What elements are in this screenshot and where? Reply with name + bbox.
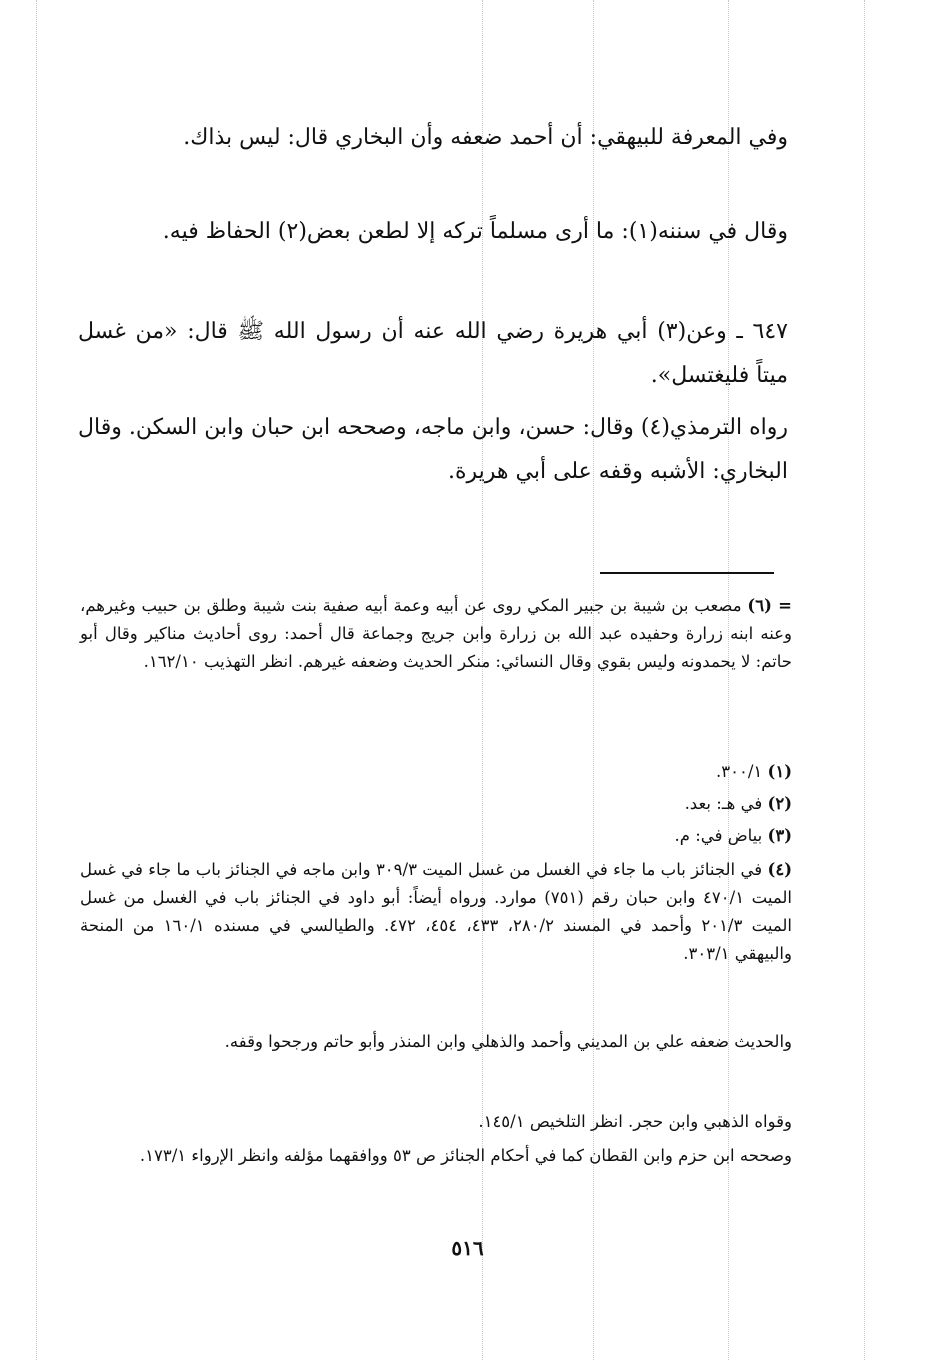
footnote-text: في الجنائز باب ما جاء في الغسل من غسل الميت ٣٠٩/٣ وابن ماجه في الجنائز باب ما جاء في غسل الميت ٤٧٠/١ وابن حبان رقم (٧٥١) موارد. ورواه أيضاً: أبو داود في الجنائز باب في الغسل من غسل الميت ٢٠١/٣ وأحمد في المسند ٢٨٠/٢، ٤٣٣، ٤٥٤، ٤٧٢. والطيالسي في مسنده ١٦٠/١ من المنحة والبيهقي ٣٠٣/١. bbox=[80, 860, 793, 963]
footnote-marker: = (٦) bbox=[747, 596, 792, 615]
footnote-marker: (٤) bbox=[767, 860, 792, 879]
footnote-2 bbox=[80, 790, 792, 818]
scan-artifact-line bbox=[864, 0, 865, 1360]
footnote-text: بياض في: م. bbox=[674, 826, 763, 845]
footnote-marker: (٢) bbox=[767, 794, 792, 813]
footnote-text: مصعب بن شيبة بن جبير المكي روى عن أبيه وعمة أبيه صفية بنت شيبة وطلق بن حبيب وغيرهم، وعنه ابنه زرارة وحفيده عبد الله بن زرارة وابن جريج وجماعة قال أحمد: روى أحاديث مناكير وقال أبو حاتم: لا يحمدونه وليس بقوي وقال النسائي: منكر الحديث وضعفه غيرهم. انظر التهذيب ١٦٢/١٠. bbox=[80, 596, 792, 671]
footnote-text: في هـ: بعد. bbox=[684, 794, 763, 813]
footnote-marker: (١) bbox=[767, 762, 792, 781]
footnote-3 bbox=[80, 822, 792, 850]
footnote-text: وصححه ابن حزم وابن القطان كما في أحكام الجنائز ص ٥٣ ووافقهما مؤلفه وانظر الإرواء ١٧٣/١. bbox=[139, 1146, 792, 1165]
page-number: ٥١٦ bbox=[451, 1236, 484, 1260]
footnote-text: وقواه الذهبي وابن حجر. انظر التلخيص ١٤٥/١. bbox=[478, 1112, 792, 1131]
footnote-1 bbox=[80, 758, 792, 786]
hadith-paragraph bbox=[78, 310, 788, 398]
main-paragraph-1 bbox=[78, 116, 788, 160]
footnote-6 bbox=[80, 592, 792, 676]
main-paragraph-4 bbox=[78, 406, 788, 494]
main-text: وقال في سننه(١): ما أرى مسلماً تركه إلا لطعن بعض(٢) الحفاظ فيه. bbox=[162, 219, 788, 244]
scan-artifact-line bbox=[36, 0, 37, 1360]
main-text: رواه الترمذي(٤) وقال: حسن، وابن ماجه، وصححه ابن حبان وابن السكن. وقال البخاري: الأشبه وقفه على أبي هريرة. bbox=[78, 415, 789, 484]
footnote-marker: (٣) bbox=[767, 826, 792, 845]
main-text: وفي المعرفة للبيهقي: أن أحمد ضعفه وأن البخاري قال: ليس بذاك. bbox=[183, 125, 788, 150]
main-text: ٦٤٧ ـ وعن(٣) أبي هريرة رضي الله عنه أن رسول الله ﷺ قال: «من غسل ميتاً فليغتسل». bbox=[78, 319, 788, 388]
footnote-4 bbox=[80, 856, 792, 968]
footnote-4-paragraph-2 bbox=[80, 1028, 834, 1056]
footnote-separator bbox=[600, 572, 774, 574]
footnote-text: ٣٠٠/١. bbox=[715, 762, 763, 781]
footnote-text: والحديث ضعفه علي بن المديني وأحمد والذهلي وابن المنذر وأبو حاتم ورجحوا وقفه. bbox=[224, 1032, 792, 1051]
footnote-4-paragraph-4 bbox=[80, 1142, 834, 1170]
main-paragraph-2 bbox=[78, 210, 788, 254]
footnote-4-paragraph-3 bbox=[80, 1108, 834, 1136]
